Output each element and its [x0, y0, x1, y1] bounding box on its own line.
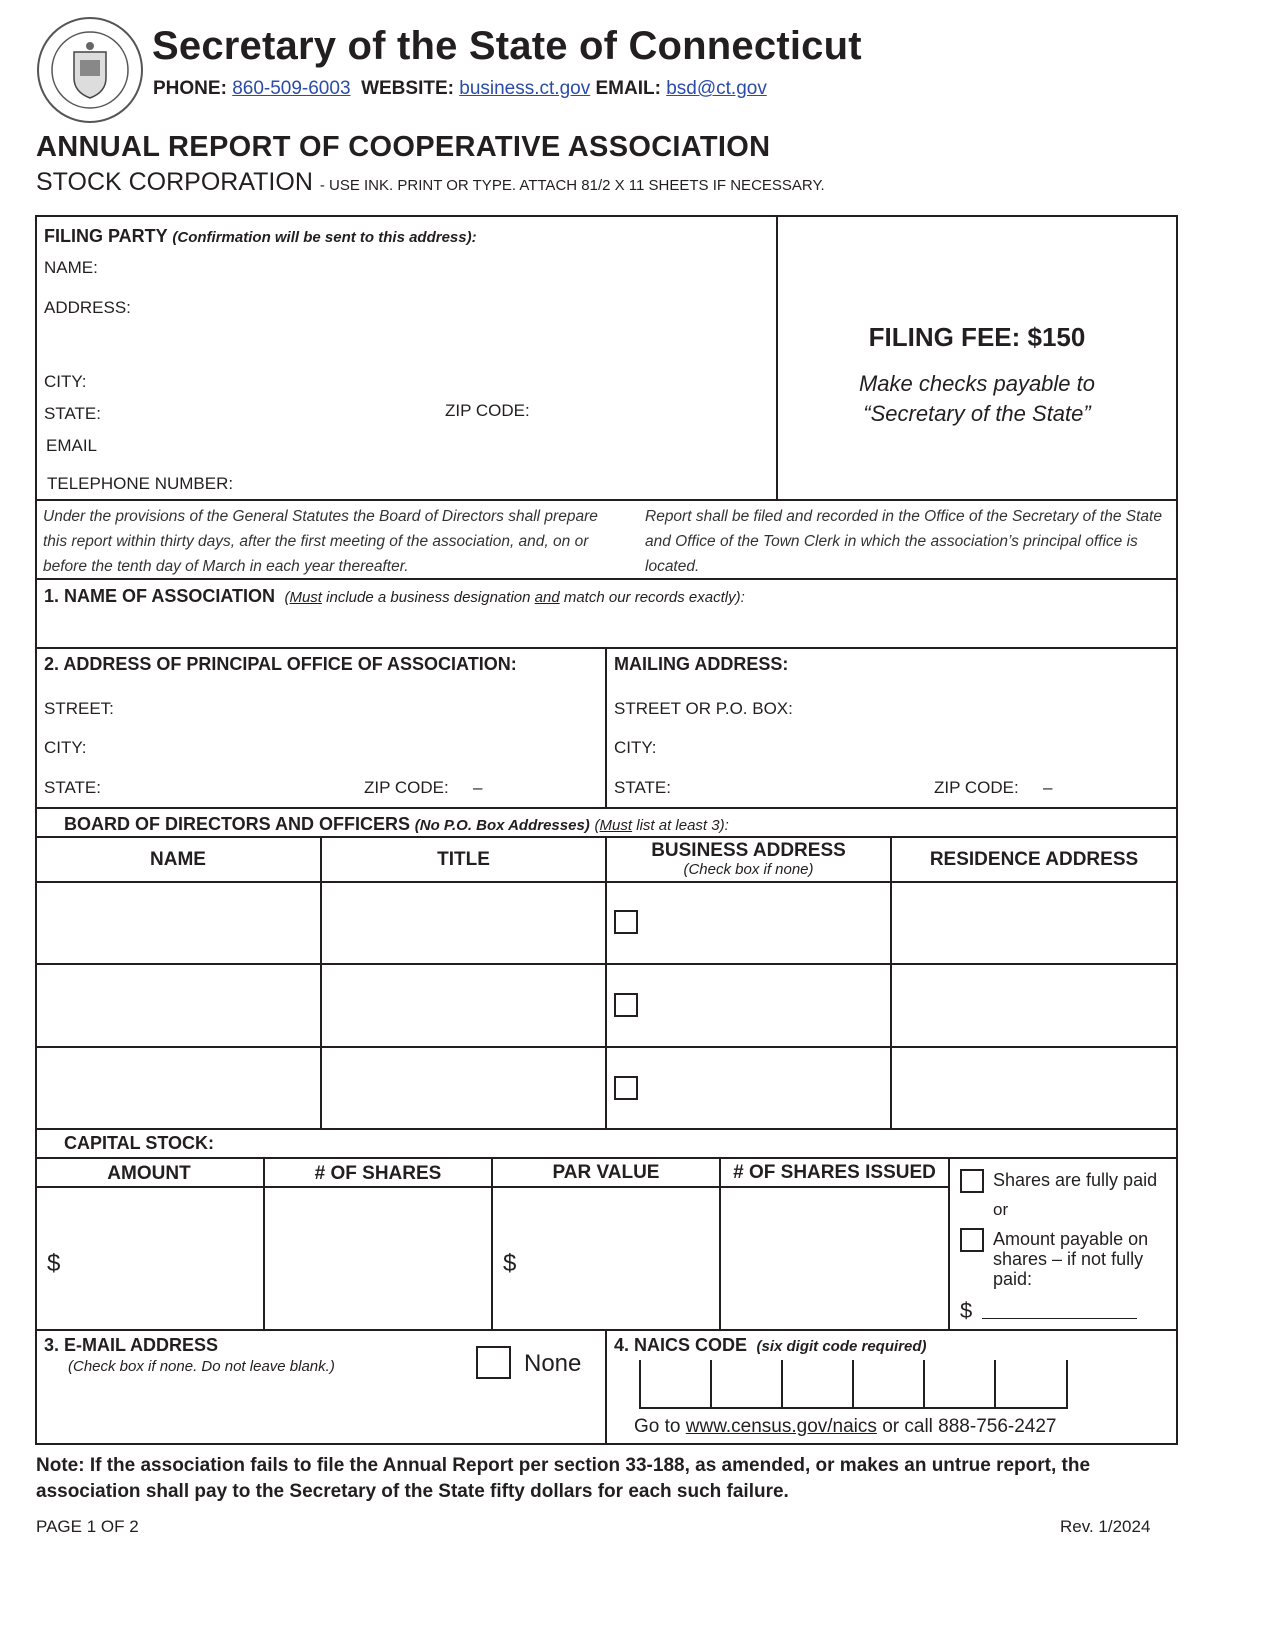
- amount-payable-checkbox[interactable]: [960, 1228, 984, 1252]
- filing-zip-label: ZIP CODE:: [445, 401, 530, 420]
- section3-heading: 3. E-MAIL ADDRESS: [44, 1335, 219, 1355]
- business-none-checkbox-2[interactable]: [614, 993, 638, 1017]
- instructions-left: Under the provisions of the General Statutes the Board of Directors shall prepare this report within thirty days, after the first meeting of the association, and, on or before the tenth day of March in each year thereafter.: [43, 508, 598, 575]
- filing-phone-label: TELEPHONE NUMBER:: [47, 474, 234, 493]
- page-number: PAGE 1 OF 2: [36, 1517, 139, 1536]
- section3-note: (Check box if none. Do not leave blank.): [68, 1358, 335, 1375]
- filing-party-heading: FILING PARTY (Confirmation will be sent to this address):: [44, 226, 477, 246]
- shares-fully-paid-checkbox[interactable]: [960, 1169, 984, 1193]
- amount-payable-dollar: $: [960, 1298, 973, 1323]
- s2-state-label: STATE:: [44, 778, 101, 797]
- par-dollar: $: [503, 1250, 517, 1277]
- col-residence: RESIDENCE ADDRESS: [929, 849, 1139, 870]
- contact-line: [153, 78, 767, 100]
- instructions-right: Report shall be filed and recorded in the Office of the Secretary of the State and Office of the Town Clerk in which the association’s principal office is located.: [645, 508, 1162, 575]
- mailing-zip-label: ZIP CODE:: [934, 778, 1019, 797]
- phone-label: PHONE:: [153, 78, 227, 99]
- fee-note-2: “Secretary of the State”: [863, 401, 1091, 426]
- census-link[interactable]: www.census.gov/naics: [685, 1416, 877, 1437]
- col-business-note: (Check box if none): [683, 861, 814, 878]
- s2-zip-dash: –: [473, 778, 483, 797]
- section4-heading: 4. NAICS CODE (six digit code required): [614, 1335, 927, 1355]
- section1-heading: 1. NAME OF ASSOCIATION (Must include a business designation and match our records exactly):: [44, 586, 745, 606]
- business-none-checkbox-1[interactable]: [614, 910, 638, 934]
- email-none-label: None: [524, 1350, 582, 1377]
- mailing-state-label: STATE:: [614, 778, 671, 797]
- col-shares: # OF SHARES: [314, 1163, 442, 1184]
- fee-note-1: Make checks payable to: [858, 371, 1096, 396]
- col-amount: AMOUNT: [107, 1163, 191, 1184]
- mailing-zip-dash: –: [1043, 778, 1053, 797]
- filing-state-label: STATE:: [44, 404, 101, 423]
- email-none-checkbox[interactable]: [476, 1346, 511, 1379]
- mailing-city-label: CITY:: [614, 738, 657, 757]
- filing-name-label: NAME:: [44, 258, 98, 277]
- s2-zip-label: ZIP CODE:: [364, 778, 449, 797]
- amount-dollar: $: [47, 1250, 61, 1277]
- form-subtitle: [36, 168, 825, 197]
- filing-fee: FILING FEE: $150: [868, 322, 1086, 352]
- filing-city-label: CITY:: [44, 372, 87, 391]
- capital-heading: CAPITAL STOCK:: [64, 1133, 215, 1153]
- col-business: BUSINESS ADDRESS: [651, 840, 846, 861]
- amount-payable-label: Amount payable on shares – if not fully paid:: [993, 1229, 1149, 1289]
- amount-payable-line[interactable]: [982, 1318, 1137, 1319]
- email-link[interactable]: bsd@ct.gov: [666, 78, 767, 99]
- form-subtitle-note: - USE INK. PRINT OR TYPE. ATTACH 81/2 X 11 SHEETS IF NECESSARY.: [319, 177, 825, 194]
- website-link[interactable]: business.ct.gov: [459, 78, 591, 99]
- mailing-heading: MAILING ADDRESS:: [614, 654, 789, 674]
- shares-or: or: [993, 1200, 1009, 1219]
- phone-link[interactable]: 860-509-6003: [232, 78, 351, 99]
- col-issued: # OF SHARES ISSUED: [733, 1162, 936, 1183]
- col-par: PAR VALUE: [552, 1162, 660, 1183]
- page-title: Secretary of the State of Connecticut: [152, 24, 862, 68]
- col-title: TITLE: [437, 849, 490, 870]
- form-subtitle-main: STOCK CORPORATION: [36, 168, 313, 196]
- state-seal: [36, 16, 144, 124]
- revision: Rev. 1/2024: [1060, 1517, 1151, 1536]
- filing-email-label: EMAIL: [46, 436, 98, 455]
- section2-heading: 2. ADDRESS OF PRINCIPAL OFFICE OF ASSOCIATION:: [44, 654, 517, 674]
- col-name: NAME: [150, 849, 206, 870]
- email-label: EMAIL:: [595, 78, 661, 99]
- mailing-street-label: STREET OR P.O. BOX:: [614, 699, 793, 718]
- board-heading: BOARD OF DIRECTORS AND OFFICERS (No P.O. Box Addresses) (Must list at least 3):: [64, 814, 729, 834]
- s2-street-label: STREET:: [44, 699, 114, 718]
- naics-help: Go to www.census.gov/naics or call 888-756-2427: [634, 1416, 1057, 1437]
- s2-city-label: CITY:: [44, 738, 87, 757]
- website-label: WEBSITE:: [361, 78, 454, 99]
- business-none-checkbox-3[interactable]: [614, 1076, 638, 1100]
- shares-fully-paid-label: Shares are fully paid: [993, 1170, 1158, 1190]
- form-title: ANNUAL REPORT OF COOPERATIVE ASSOCIATION: [36, 131, 771, 163]
- footer-note: Note: If the association fails to file the Annual Report per section 33-188, as amended, or makes an untrue report, the association shall pay to the Secretary of the State fifty dollars for each such failure.: [36, 1455, 1091, 1502]
- filing-address-label: ADDRESS:: [44, 298, 131, 317]
